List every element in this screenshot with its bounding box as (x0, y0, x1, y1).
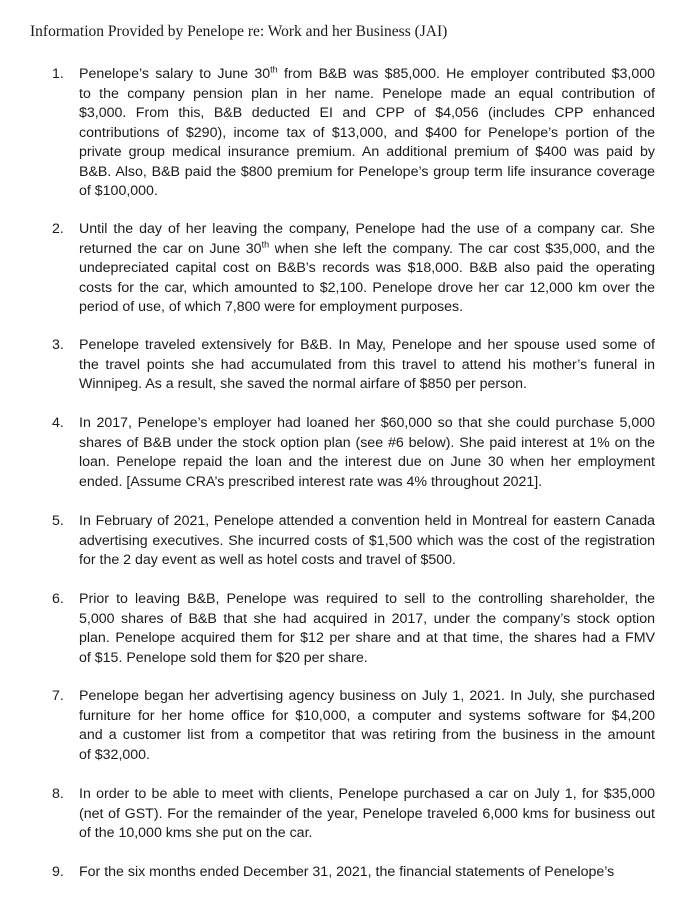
item-number: 2. (52, 221, 64, 237)
item-number: 8. (52, 786, 64, 802)
item-text (79, 220, 655, 318)
text-line: Winnipeg. As a result, she saved the normal airfare of $850 per person. (79, 376, 527, 392)
text-line: advertising executives. She incurred costs of $1,500 which was the cost of the registration (79, 532, 655, 549)
text-line: of $32,000. (79, 746, 150, 763)
text-line: Penelope traveled extensively for B&B. In May, Penelope and her spouse used some of (79, 337, 655, 353)
text-line: period of use, of which 7,800 were for employment purposes. (79, 299, 464, 315)
item-text (79, 65, 655, 202)
text-line: $3,000. From this, B&B deducted EI and CPP of $4,056 (includes CPP enhanced (79, 105, 655, 121)
text-line: In order to be able to meet with clients, Penelope purchased a car on July 1, for $35,000 (79, 786, 655, 802)
item-text (79, 863, 655, 883)
text-line: undepreciated capital cost on B&B’s records was $18,000. B&B also paid the operating (79, 260, 655, 276)
text-line: costs for the car, which amounted to $2,100. Penelope drove her car 12,000 km over the (79, 279, 655, 296)
text-line: B&B. Also, B&B paid the $800 premium for Penelope’s group term life insurance coverage (79, 163, 655, 180)
text-line: the travel points she had accumulated from this travel to attend his mother’s funeral in (79, 356, 655, 373)
text-line: and a customer list from a competitor that was retiring from the business in the amount (79, 727, 655, 743)
text-line: Prior to leaving B&B, Penelope was required to sell to the controlling shareholder, the (79, 591, 655, 607)
item-text (79, 512, 655, 571)
document-heading: Information Provided by Penelope re: Work and her Business (JAI) (30, 23, 448, 40)
text-line: Penelope’s salary to June 30th from B&B was $85,000. He employer contributed $3,000 (79, 64, 655, 82)
item-text (79, 687, 655, 765)
item-number: 3. (52, 337, 64, 353)
text-line: shares of B&B under the stock option plan (see #6 below). She paid interest at 1% on the (79, 434, 655, 451)
item-number: 4. (52, 415, 64, 431)
text-line: For the six months ended December 31, 2021, the financial statements of Penelope’s (79, 864, 615, 880)
text-line: of the 10,000 kms she put on the car. (79, 825, 313, 841)
item-number: 1. (52, 66, 64, 82)
text-line: returned the car on June 30th when she left the company. The car cost $35,000, and the (79, 238, 656, 257)
item-number: 6. (52, 591, 64, 607)
text-line: private group medical insurance premium. An additional premium of $400 was paid by (79, 144, 655, 160)
text-line: of $15. Penelope sold them for $20 per share. (79, 649, 368, 666)
item-number: 7. (52, 688, 64, 704)
text-line: furniture for her home office for $10,000, a computer and systems software for $4,200 (79, 707, 655, 724)
item-number: 5. (52, 513, 64, 529)
text-line: contributions of $290), income tax of $13,000, and $400 for Penelope’s portion of the (79, 124, 655, 141)
text-line: of $100,000. (79, 183, 158, 199)
text-line: Penelope began her advertising agency business on July 1, 2021. In July, she purchased (79, 688, 655, 704)
text-line: In February of 2021, Penelope attended a convention held in Montreal for eastern Canada (79, 513, 655, 529)
text-line: plan. Penelope acquired them for $12 per share and at that time, the shares had a FMV (79, 630, 655, 646)
item-text (79, 785, 655, 844)
text-line: 5,000 shares of B&B that she had acquired in 2017, under the company’s stock option (79, 610, 655, 627)
item-text (79, 336, 655, 395)
text-line: to the company pension plan in her name. Penelope made an equal contribution of (79, 85, 655, 102)
item-number: 9. (52, 864, 64, 880)
text-line: loan. Penelope repaid the loan and the interest due on June 30 when her employment (79, 454, 655, 470)
text-line: ended. [Assume CRA’s prescribed interest rate was 4% throughout 2021]. (79, 473, 543, 490)
text-line: In 2017, Penelope’s employer had loaned her $60,000 so that she could purchase 5,000 (79, 415, 655, 431)
item-text (79, 414, 655, 492)
text-line: for the 2 day event as well as hotel costs and travel of $500. (79, 552, 456, 568)
text-line: (net of GST). For the remainder of the year, Penelope traveled 6,000 kms for business out (79, 805, 655, 822)
text-line: Until the day of her leaving the company, Penelope had the use of a company car. She (79, 221, 655, 237)
item-text (79, 590, 655, 668)
